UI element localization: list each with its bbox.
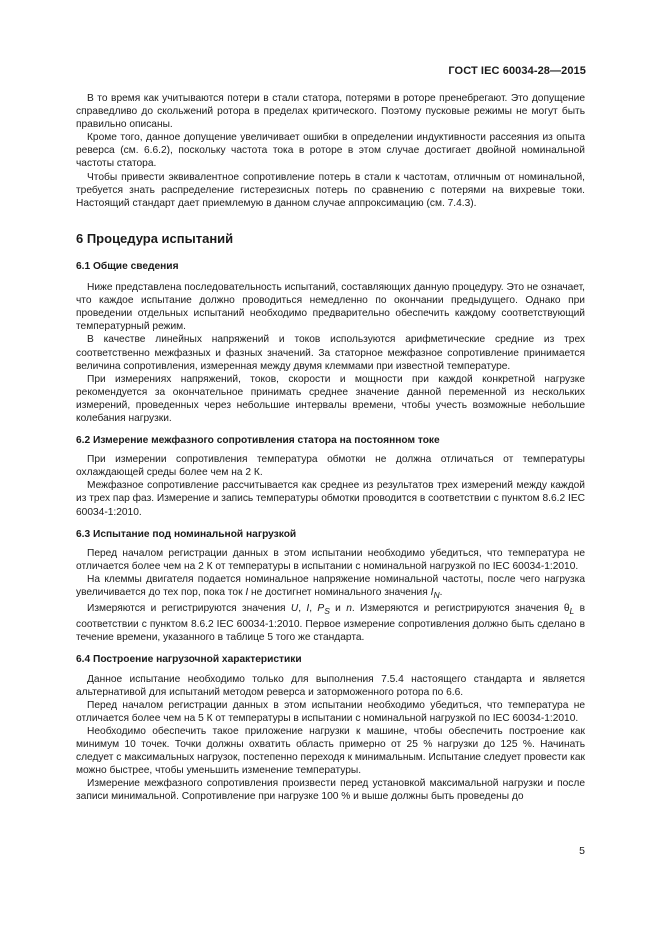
voltage-symbol: U (290, 603, 299, 615)
speed-symbol: n (346, 603, 352, 615)
section-6-heading: 6 Процедура испытаний (76, 230, 234, 246)
text-run: . Измеряются и регистрируются значения (351, 603, 564, 615)
document-header: ГОСТ IEC 60034-28—2015 (448, 65, 586, 77)
rated-subscript: N (433, 590, 440, 601)
paragraph: Перед началом регистрации данных в этом испытании необходимо убедиться, что температура не отличается более чем на 5 К от температуры в испытании с номинальной нагрузкой по IEC 60034-1:2010. (76, 699, 585, 724)
text-run: в соответствии с пунктом 8.6.2 IEC 60034-1:2010. Первое измерение сопротивления должно быть сделано в течение времени, указанного в таблице 5 того же стандарта. (76, 603, 586, 644)
text-run: , (298, 603, 307, 615)
intro-paragraph: Кроме того, данное допущение увеличивает ошибки в определении индуктивности рассеяния из опыта реверса (см. 6.6.2), поскольку частота тока в роторе в этом случае достигает двойной номинальной частоты статора. (76, 132, 585, 170)
current-symbol: I (306, 603, 310, 615)
text-run: , (309, 603, 318, 615)
paragraph: При измерении сопротивления температура обмотки не должна отличаться от температуры охлаждающей среды более чем на 2 К. (76, 454, 585, 479)
paragraph: Измерение межфазного сопротивления произвести перед установкой максимальной нагрузки и после записи минимальной. Сопротивление при нагрузке 100 % и выше должны быть проведены до (76, 778, 585, 803)
text-run: . (439, 587, 443, 598)
subsection-6-1-heading: 6.1 Общие сведения (76, 260, 179, 272)
text-run: и (329, 603, 347, 615)
rated-current-symbol: I (430, 587, 434, 598)
paragraph (76, 602, 585, 644)
intro-paragraph: В то время как учитываются потери в стали статора, потерями в роторе пренебрегают. Это допущение справедливо до скольжений ротора в пределах критического. Поэтому пусковые режимы не могут быть правильно описаны. (76, 93, 585, 131)
subsection-6-4-heading: 6.4 Построение нагрузочной характеристики (76, 654, 302, 666)
paragraph: Необходимо обеспечить такое приложение нагрузки к машине, чтобы обеспечить построение как минимум 10 точек. Точки должны охватить область примерно от 25 % нагрузки до 125 %. Начинать следует с максимальных нагрузок, постепенно переходя к минимальным. Испытание следует провести как можно быстрее, чтобы уменьшить изменение температуры. (76, 725, 585, 777)
text-run: не достигнет номинального значения (248, 587, 431, 598)
text-run: На клеммы двигателя подается номинальное напряжение номинальной частоты, после чего нагрузка увеличивается до тех пор, пока ток (76, 573, 585, 598)
subsection-6-3-heading: 6.3 Испытание под номинальной нагрузкой (76, 528, 297, 540)
subsection-6-2-heading: 6.2 Измерение межфазного сопротивления статора на постоянном токе (76, 435, 440, 447)
paragraph: Перед началом регистрации данных в этом испытании необходимо убедиться, что температура не отличается более чем на 2 К от температуры в испытании с номинальной нагрузкой по IEC 60034-1:2010. (76, 547, 585, 572)
paragraph: При измерениях напряжений, токов, скорости и мощности при каждой конкретной нагрузке рекомендуется за окончательное принимать среднее значение данной переменной из нескольких измерений, проведенных через небольшие интервалы времени, чтобы учесть возможные небольшие колебания нагрузки. (76, 373, 585, 424)
power-subscript: S (324, 606, 330, 617)
intro-paragraph: Чтобы привести эквивалентное сопротивление потерь в стали к частотам, отличным от номинальной, требуется знать распределение гистерезисных потерь по сравнению с потерями на вихревые токи. Настоящий стандарт дает приемлемую в данном случае аппроксимацию (см. 7.4.3). (76, 171, 585, 209)
paragraph: Ниже представлена последовательность испытаний, составляющих данную процедуру. Это не означает, что каждое испытание должно проводиться немедленно по окончании предыдущего. Однако при проведении отдельных испытаний необходимо предварительно обеспечить каждому соответствующий температурный режим. (76, 282, 585, 333)
temperature-symbol: θ (563, 603, 570, 615)
paragraph: Межфазное сопротивление рассчитывается как среднее из результатов трех измерений между каждой из трех пар фаз. Измерение и запись температуры обмотки проводится в соответствии с пунктом 8.6.2 IEC 60034-1:2010. (76, 480, 585, 518)
text-run: Измеряются и регистрируются значения (87, 603, 291, 615)
power-symbol: P (317, 603, 325, 615)
paragraph: В качестве линейных напряжений и токов используются арифметические средние из трех соответственно межфазных и фазных значений. За статорное межфазное сопротивление принимается величина сопротивления, измеренная между двумя клеммами при известной температуре. (76, 334, 585, 372)
current-symbol: I (245, 587, 249, 598)
temperature-subscript: L (569, 606, 575, 617)
paragraph: Данное испытание необходимо только для выполнения 7.5.4 настоящего стандарта и является альтернативой для испытаний методом реверса и заторможенного ротора по 6.6. (76, 673, 585, 698)
page-content (76, 92, 585, 803)
page-number: 5 (579, 845, 585, 857)
paragraph (76, 573, 585, 602)
